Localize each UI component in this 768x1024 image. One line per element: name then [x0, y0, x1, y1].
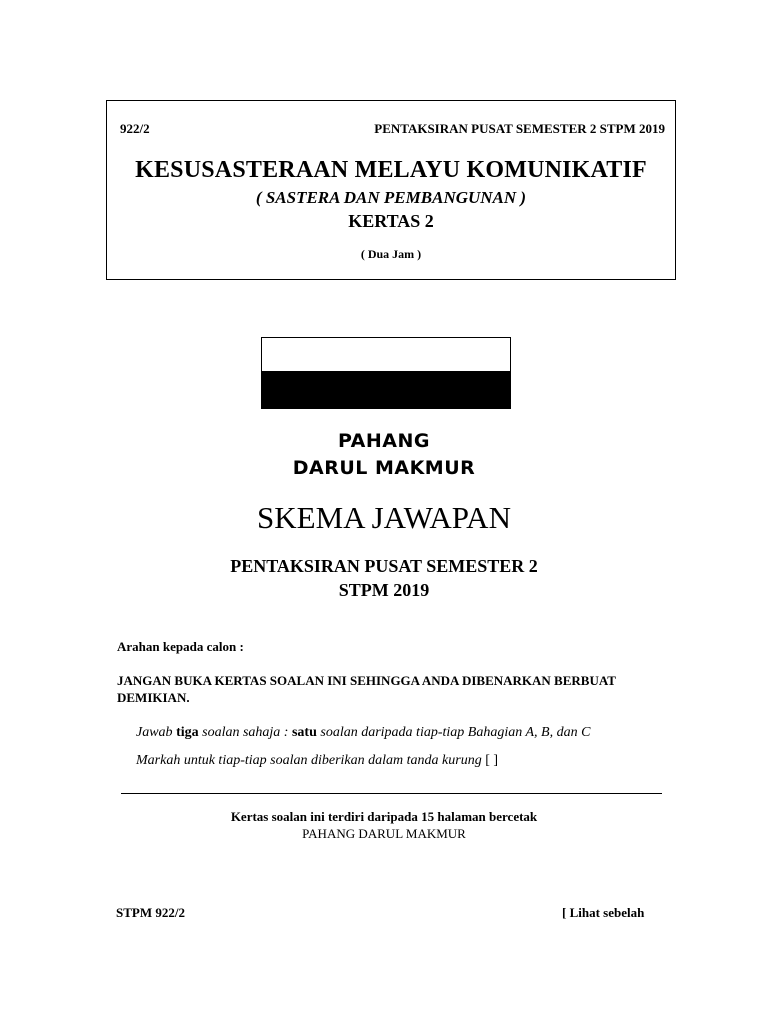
assessment-line1: PENTAKSIRAN PUSAT SEMESTER 2 [230, 556, 538, 576]
state-name-line1: PAHANG [338, 430, 430, 452]
paper-number: KERTAS 2 [348, 211, 434, 231]
subject-subtitle: ( SASTERA DAN PEMBANGUNAN ) [255, 188, 527, 207]
marks-bracket: [ ] [485, 753, 499, 768]
marks-instruction [136, 753, 498, 769]
answer-instruction [136, 725, 590, 741]
footer-paper-code: STPM 922/2 [116, 905, 185, 920]
pages-note: Kertas soalan ini terdiri daripada 15 halaman bercetak [230, 809, 538, 824]
pahang-flag [261, 337, 511, 409]
marks-text: Markah untuk tiap-tiap soalan diberikan dalam tanda kurung [136, 753, 482, 768]
assessment-line2: STPM 2019 [338, 580, 430, 600]
document-title: SKEMA JAWAPAN [257, 500, 511, 535]
answer-word-rest: soalan daripada tiap-tiap Bahagian A, B, dan C [320, 725, 591, 740]
instructions-label: Arahan kepada calon : [117, 639, 244, 654]
footer-state-name: PAHANG DARUL MAKMUR [302, 826, 466, 841]
state-name-line2: DARUL MAKMUR [292, 457, 476, 479]
footer-next-page: [ Lihat sebelah [562, 905, 645, 920]
exam-duration: ( Dua Jam ) [360, 247, 422, 261]
subject-title: KESUSASTERAAN MELAYU KOMUNIKATIF [135, 157, 647, 183]
answer-word-tiga: tiga [176, 725, 199, 740]
answer-word-soalan: soalan sahaja : [202, 725, 289, 740]
header-box [106, 100, 676, 280]
instructions-warning: JANGAN BUKA KERTAS SOALAN INI SEHINGGA ANDA DIBENARKAN BERBUAT DEMIKIAN. [117, 673, 616, 705]
divider-line [121, 793, 662, 794]
flag-black-stripe [262, 371, 510, 408]
exam-name: PENTAKSIRAN PUSAT SEMESTER 2 STPM 2019 [374, 121, 665, 136]
answer-word-satu: satu [291, 725, 317, 740]
paper-code: 922/2 [120, 121, 150, 136]
answer-word-jawab: Jawab [136, 725, 173, 740]
